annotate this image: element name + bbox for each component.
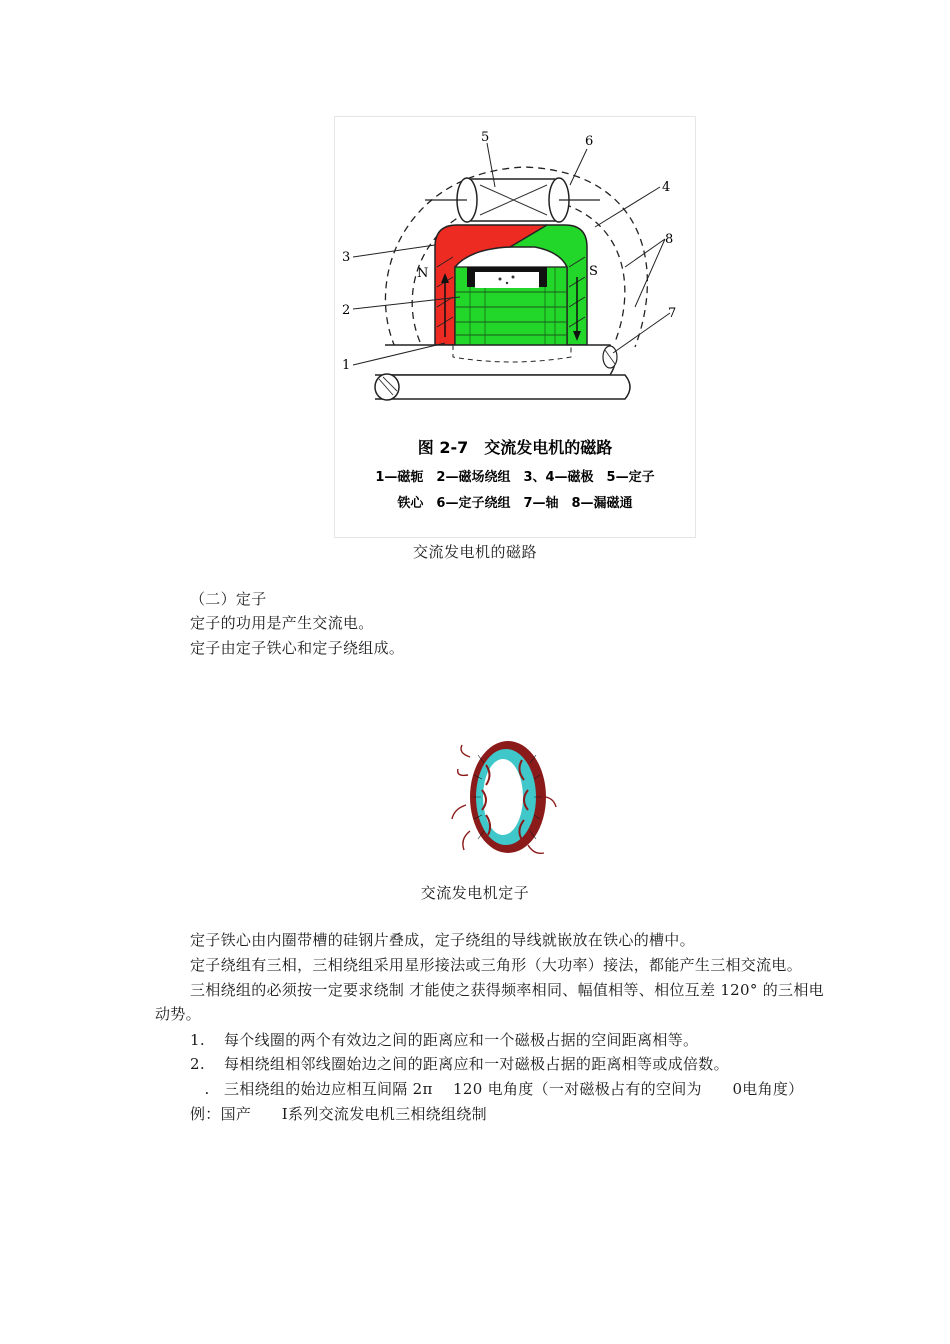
shaft-end-left [375, 374, 399, 400]
label-7: 7 [668, 306, 677, 321]
list-item-text: 三相绕组的始边应相互间隔 2π 120 电角度（一对磁极占有的空间为 0电角度） [224, 1080, 804, 1098]
list-item-number: 1. [190, 1031, 205, 1049]
list-item [190, 1029, 698, 1051]
figure2-caption: 交流发电机定子 [420, 884, 530, 902]
shaft-lower [375, 375, 630, 399]
list-item-number: 2. [190, 1055, 205, 1073]
paragraph-composition: 定子由定子铁心和定子绕组成。 [190, 639, 405, 657]
figure-title: 图 2-7 交流发电机的磁路 [417, 438, 613, 457]
list-item-number: . [204, 1080, 210, 1098]
figure-legend-line2: 铁心 6—定子绕组 7—轴 8—漏磁通 [397, 496, 633, 511]
figure1-caption: 交流发电机的磁路 [412, 543, 537, 561]
paragraph-requirement: 三相绕组的必须按一定要求绕制 才能使之获得频率相同、幅值相等、相位互差 120° 的三相电 [190, 981, 824, 999]
list-item-text: 每相绕组相邻线圈始边之间的距离应和一对磁极占据的距离相等或成倍数。 [224, 1055, 729, 1073]
stator-leads [452, 745, 470, 850]
list-item [190, 1053, 729, 1075]
label-4: 4 [662, 180, 671, 195]
pole-s-label: S [589, 264, 598, 279]
magnetic-circuit-figure [334, 116, 696, 538]
label-5: 5 [481, 130, 490, 145]
paragraph-core: 定子铁心由内圈带槽的硅钢片叠成，定子绕组的导线就嵌放在铁心的槽中。 [190, 931, 695, 949]
paragraph-example: 例：国产 I系列交流发电机三相绕组绕制 [190, 1105, 487, 1123]
paragraph-requirement-cont: 动势。 [155, 1005, 201, 1023]
stator-illustration [448, 735, 560, 860]
pole-n-label: N [417, 266, 429, 281]
list-item-text: 每个线圈的两个有效边之间的距离应和一个磁极占据的空间距离相等。 [224, 1031, 699, 1049]
section-heading: （二）定子 [190, 590, 267, 608]
label-3: 3 [342, 250, 351, 265]
label-6: 6 [585, 134, 594, 149]
list-item [190, 1078, 803, 1100]
label-8: 8 [665, 232, 674, 247]
stator-figure [448, 735, 560, 860]
paragraph-winding: 定子绕组有三相，三相绕组采用星形接法或三角形（大功率）接法，都能产生三相交流电。 [190, 956, 803, 974]
paragraph-function: 定子的功用是产生交流电。 [190, 614, 374, 632]
label-1: 1 [342, 358, 351, 373]
figure-legend-line1: 1—磁轭 2—磁场绕组 3、4—磁极 5—定子 [375, 470, 655, 485]
magnetic-circuit-diagram [335, 117, 695, 537]
label-2: 2 [342, 303, 351, 318]
